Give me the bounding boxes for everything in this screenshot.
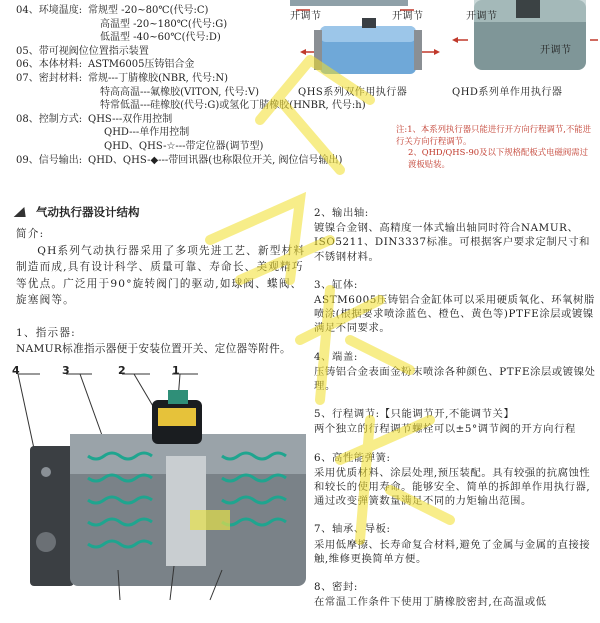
- adjust-label-left-top2: 开调节: [392, 11, 424, 22]
- feature-item: [314, 278, 598, 336]
- feature-heading: 5、行程调节:【只能调节开,不能调节关】: [314, 408, 515, 421]
- spec-label: 06、本体材料:: [16, 59, 83, 71]
- spec-row: [16, 4, 316, 18]
- spec-row: [16, 72, 316, 86]
- section-title-text: 气动执行器设计结构: [36, 205, 140, 219]
- feature-body: 镀镍合金钢、高精度一体式输出轴同时符合NAMUR、ISO5211、DIN3337标准。可根据客户要求定制尺寸和不锈钢材料。: [314, 222, 591, 263]
- feature-heading: 6、高性能弹簧:: [314, 451, 391, 464]
- spec-value: 常规---丁腈橡胶(NBR, 代号:N): [88, 72, 229, 84]
- feature-item: [314, 206, 598, 264]
- spec-row: [16, 154, 343, 168]
- end-cap-left: [30, 446, 74, 586]
- callout-4: 4: [12, 364, 20, 377]
- left-column: [16, 226, 306, 358]
- adjust-label-right-mid: 开调节: [540, 45, 572, 56]
- spec-label: 04、环境温度:: [16, 5, 83, 16]
- spec-value: QHD、QHS-☆---带定位器(调节型): [104, 140, 264, 152]
- spec-value: ASTM6005压铸铝合金: [88, 59, 195, 71]
- feature-body: 采用低摩擦、长寿命复合材料,避免了金属与金属的直接接触,维修更换简单方便。: [314, 538, 591, 565]
- actuator-diagram-svg: [0, 360, 310, 600]
- spec-value: 高温型 -20~180℃(代号:G): [100, 18, 228, 30]
- callout-1: 1: [172, 364, 180, 377]
- caption-single-acting: QHD系列单作用执行器: [452, 87, 563, 98]
- feature-item: [314, 350, 598, 394]
- spec-row: [16, 58, 316, 72]
- spec-value: QHD、QHS-◆---带回讯器(也称限位开关, 阀位信号输出): [88, 154, 343, 166]
- feature-heading: 4、端盖:: [314, 350, 358, 363]
- spec-row: [16, 113, 316, 127]
- product-photos: [290, 0, 600, 108]
- feature-item: [314, 580, 598, 609]
- callout-3: 3: [62, 364, 70, 377]
- feature-body: 两个独立的行程调节螺栓可以±5°调节阀的开方向行程: [314, 423, 576, 436]
- note-1: 注:1、本系列执行器只能进行开方向行程调节,不能进行关方向行程调节。: [396, 124, 592, 146]
- indicator-body: NAMUR标准指示器便于安装位置开关、定位器等附件。: [16, 343, 291, 355]
- feature-body: 采用优质材料、涂层处理,预压装配。具有较强的抗腐蚀性和较长的使用寿命。能够安全、简单的拆卸单作用执行器,通过改变弹簧数量满足不同的力矩输出范围。: [314, 466, 591, 508]
- spec-row: [16, 18, 316, 32]
- adjust-label-left-top: 开调节: [290, 11, 322, 22]
- feature-heading: 7、轴承、导板:: [314, 523, 391, 536]
- spec-value: 低温型 -40~60℃(代号:D): [100, 32, 221, 44]
- actuator-structure-diagram: [0, 360, 310, 600]
- caption-double-acting: QHS系列双作用执行器: [298, 87, 408, 98]
- spec-row: [16, 126, 316, 140]
- spec-value: 特高高温---氟橡胶(VITON, 代号:V): [100, 86, 260, 98]
- intro-body: QH系列气动执行器采用了多项先进工艺、新型材料制造而成,具有设计科学、质量可靠、寿命长、美观精巧等优点。广泛用于90°旋转阀门的驱动,如球阀、蝶阀、旋塞阀等。: [16, 244, 306, 306]
- section-title: [16, 206, 140, 219]
- spec-label: 09、信号输出:: [16, 154, 83, 166]
- feature-body: 在常温工作条件下使用丁腈橡胶密封,在高温或低: [314, 596, 547, 609]
- note-2: 2、QHD/QHS-90及以下规格配板式电磁阀需过渡板贴装。: [408, 147, 588, 169]
- indicator-heading: 1、指示器:: [16, 326, 76, 339]
- spec-value: QHD---单作用控制: [104, 127, 190, 139]
- adjust-label-right-top: 开调节: [466, 11, 498, 22]
- actuator-left-top: [290, 0, 408, 6]
- spec-row: [16, 99, 366, 113]
- spec-label: 08、控制方式:: [16, 113, 83, 125]
- spec-value: QHS---双作用控制: [88, 113, 173, 125]
- notes: [396, 124, 596, 170]
- spec-row: [16, 31, 316, 45]
- spec-label: 05、带可视阀位位置指示装置: [16, 45, 149, 57]
- feature-item: [314, 407, 598, 436]
- section-marker-icon: [14, 207, 31, 217]
- callout-2: 2: [118, 364, 126, 377]
- feature-heading: 2、输出轴:: [314, 207, 369, 219]
- intro-heading: 简介:: [16, 228, 45, 240]
- feature-body: ASTM6005压铸铝合金缸体可以采用硬质氧化、环氧树脂喷涂(根据要求喷涂蓝色、橙色、黄色等)PTFE涂层或镀镍满足不同要求。: [314, 294, 595, 335]
- spec-label: 07、密封材料:: [16, 72, 83, 84]
- feature-heading: 8、密封:: [314, 581, 358, 594]
- spec-value: 特常低温---硅橡胶(代号:G)或氢化丁腈橡胶(HNBR, 代号:h): [100, 100, 366, 112]
- right-column: [314, 206, 598, 623]
- feature-body: 压铸铝合金表面金粉末喷涂各种颜色、PTFE涂层或镀镍处理。: [314, 365, 596, 393]
- spec-value: 常规型 -20~80℃(代号:C): [88, 5, 209, 16]
- feature-heading: 3、缸体:: [314, 278, 358, 291]
- spec-row: [16, 86, 316, 100]
- feature-item: [314, 522, 598, 566]
- spec-row: [16, 140, 316, 154]
- feature-item: [314, 451, 598, 509]
- spec-row: [16, 45, 316, 59]
